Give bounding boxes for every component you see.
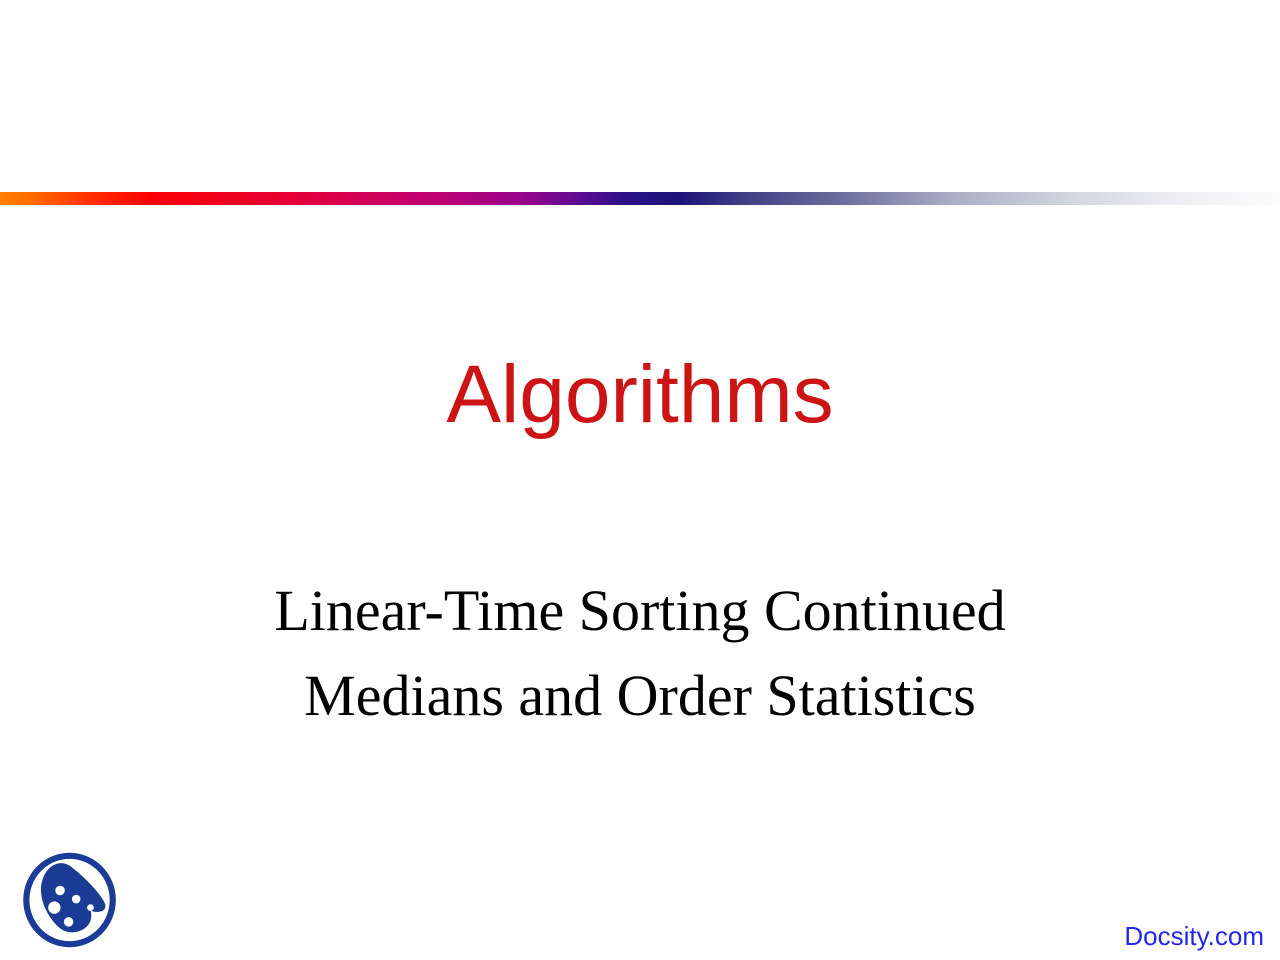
- docsity-logo-icon: [23, 851, 118, 949]
- slide-subtitle: [0, 568, 1280, 738]
- slide-title: Algorithms: [446, 349, 834, 440]
- gradient-divider-bar: [0, 192, 1280, 205]
- subtitle-line-2: Medians and Order Statistics: [304, 663, 976, 728]
- subtitle-line-1: Linear-Time Sorting Continued: [274, 578, 1006, 643]
- docsity-watermark: Docsity.com: [1124, 921, 1264, 951]
